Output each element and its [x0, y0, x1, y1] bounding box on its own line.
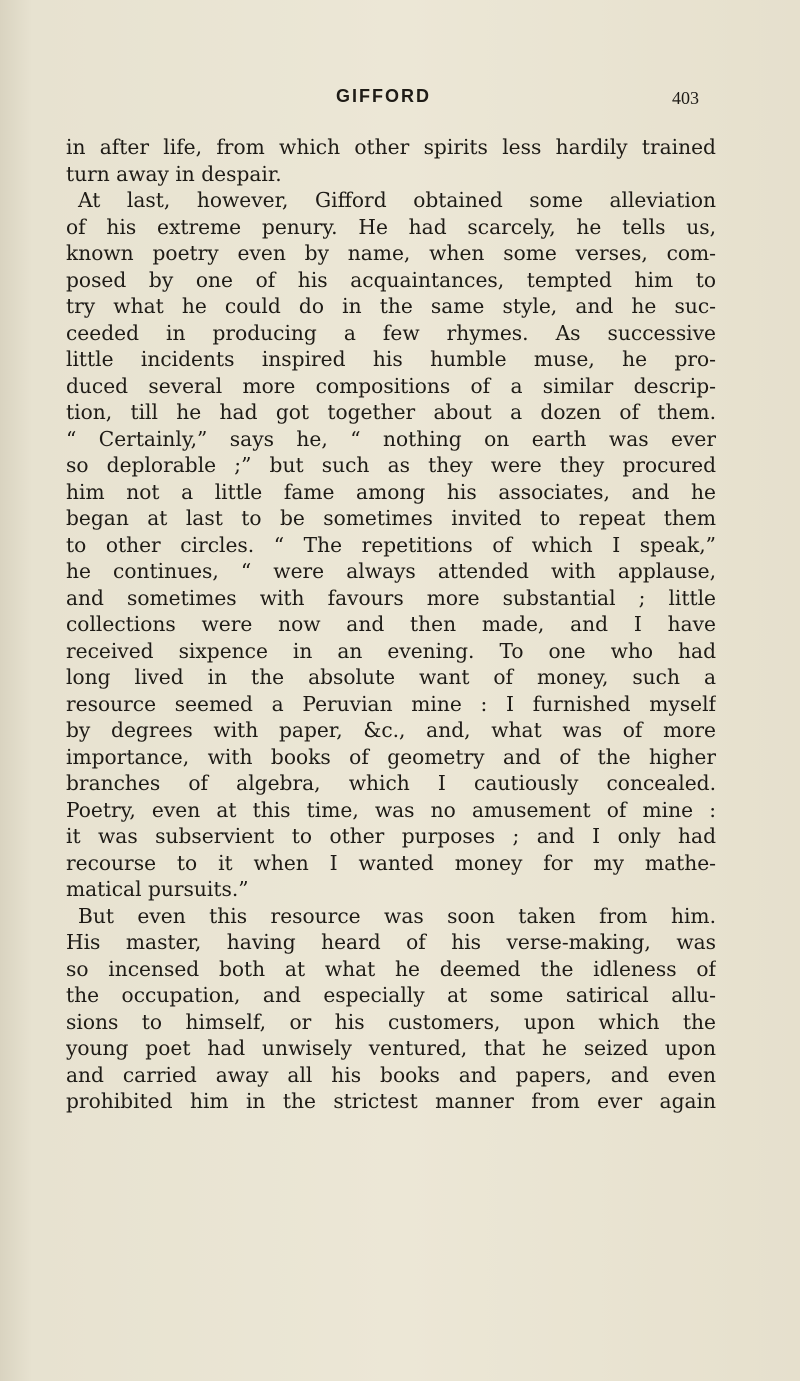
text-line: to other circles. “ The repetitions of which I speak,” [66, 532, 716, 557]
text-line: duced several more compositions of a similar descrip- [66, 373, 716, 398]
text-line: so incensed both at what he deemed the idleness of [66, 956, 716, 981]
text-line: turn away in despair. [66, 161, 282, 186]
text-line: and sometimes with favours more substantial ; little [66, 585, 716, 610]
text-line: prohibited him in the strictest manner from ever again [66, 1089, 716, 1113]
text-line: Poetry, even at this time, was no amusement of mine : [66, 797, 716, 822]
text-line: him not a little fame among his associates, and he [66, 479, 716, 504]
text-line: recourse to it when I wanted money for my mathe- [66, 850, 716, 875]
paragraph-start-line: At last, however, Gifford obtained some alleviation [78, 188, 716, 212]
paragraph-start-line: But even this resource was soon taken from him. [78, 903, 716, 928]
text-line: His master, having heard of his verse-making, was [66, 930, 716, 954]
text-line: he continues, “ were always attended with applause, [66, 559, 716, 583]
text-line: posed by one of his acquaintances, tempted him to [66, 267, 716, 292]
page-header [0, 70, 800, 110]
body-text [66, 134, 716, 1115]
text-line: branches of algebra, which I cautiously concealed. [66, 771, 716, 795]
text-line: known poetry even by name, when some verses, com- [66, 241, 716, 265]
text-line: ceeded in producing a few rhymes. As successive [66, 320, 716, 345]
text-line: in after life, from which other spirits less hardily trained [66, 135, 716, 159]
text-line: little incidents inspired his humble muse, he pro- [66, 347, 716, 371]
text-line: of his extreme penury. He had scarcely, he tells us, [66, 214, 716, 239]
text-line: “ Certainly,” says he, “ nothing on earth was ever [66, 426, 716, 451]
text-line: resource seemed a Peruvian mine : I furnished myself [66, 691, 716, 716]
text-line: long lived in the absolute want of money, such a [66, 665, 716, 689]
text-line: matical pursuits.” [66, 877, 249, 901]
text-line: importance, with books of geometry and of the higher [66, 744, 716, 769]
page-number: 403 [672, 88, 699, 108]
text-line: young poet had unwisely ventured, that he seized upon [66, 1036, 716, 1060]
text-line: sions to himself, or his customers, upon which the [66, 1009, 716, 1034]
running-head: GIFFORD [336, 86, 431, 106]
text-line: tion, till he had got together about a dozen of them. [66, 400, 716, 424]
text-line: the occupation, and especially at some satirical allu- [66, 983, 716, 1007]
text-line: received sixpence in an evening. To one who had [66, 638, 716, 663]
text-line: began at last to be sometimes invited to repeat them [66, 506, 716, 530]
text-line: it was subservient to other purposes ; and I only had [66, 824, 716, 848]
text-line: so deplorable ;” but such as they were they procured [66, 453, 716, 477]
text-line: and carried away all his books and papers, and even [66, 1062, 716, 1087]
text-line: by degrees with paper, &c., and, what was of more [66, 718, 716, 742]
text-line: collections were now and then made, and I have [66, 612, 716, 636]
text-line: try what he could do in the same style, and he suc- [66, 294, 716, 318]
